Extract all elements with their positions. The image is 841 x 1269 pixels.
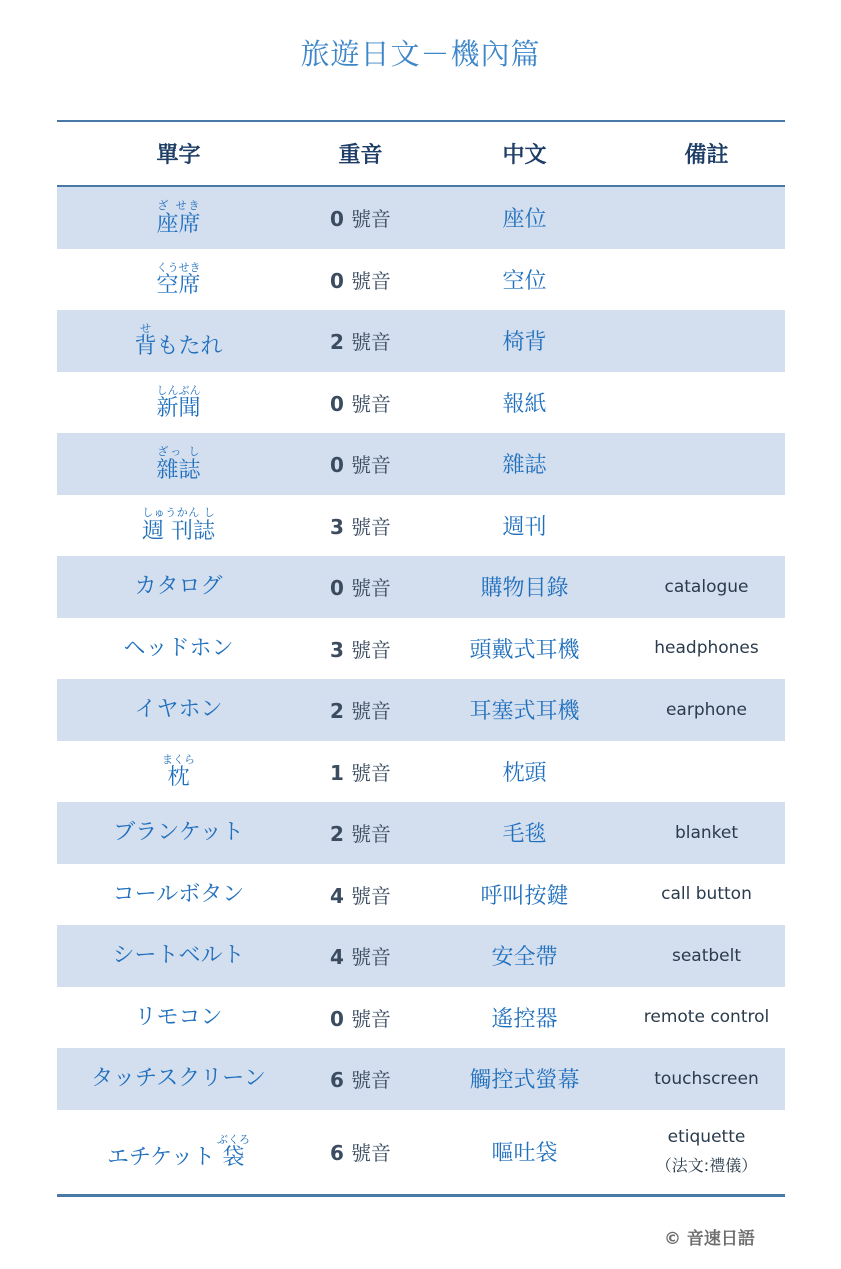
- header-accent: 重音: [338, 143, 383, 168]
- word-cell: 週 刊誌しゅうかん し: [142, 506, 215, 545]
- table-row: [57, 372, 785, 434]
- chinese-cell: 呼叫按鍵: [480, 883, 569, 909]
- chinese-cell: 耳塞式耳機: [469, 699, 580, 725]
- word-cell: 空席くうせき: [156, 260, 201, 298]
- table-row: [57, 249, 785, 311]
- note-cell: remote control: [643, 1007, 770, 1028]
- furigana: せ: [134, 322, 157, 336]
- word-cell: 雜誌ざっ し: [156, 444, 201, 483]
- furigana: くうせき: [156, 260, 201, 274]
- chinese-cell: 頭戴式耳機: [469, 637, 580, 663]
- table-row: [57, 741, 785, 803]
- page-title: 旅遊日文－機內篇: [300, 37, 541, 71]
- table-row: [57, 925, 785, 987]
- accent-cell: 0 號音: [330, 576, 391, 601]
- accent-cell: 0 號音: [330, 207, 391, 232]
- furigana: しゅうかん し: [142, 506, 215, 520]
- word-cell: カタログ: [134, 574, 223, 600]
- table-row: [57, 618, 785, 680]
- chinese-cell: 空位: [502, 268, 547, 294]
- word-cell: タッチスクリーン: [91, 1066, 266, 1092]
- table-row: [57, 433, 785, 495]
- note-cell: touchscreen: [654, 1068, 759, 1089]
- table-row: [57, 987, 785, 1049]
- chinese-cell: 椅背: [502, 330, 547, 356]
- table-header: [57, 122, 785, 187]
- note-cell: seatbelt: [671, 945, 742, 966]
- furigana: しんぶん: [156, 383, 201, 397]
- chinese-cell: 週刊: [502, 514, 547, 540]
- header-word: 單字: [156, 143, 201, 168]
- chinese-cell: 遙控器: [491, 1006, 558, 1032]
- table-row: [57, 310, 785, 372]
- chinese-cell: 枕頭: [502, 760, 547, 786]
- furigana: まくら: [162, 752, 195, 766]
- copyright-footer: © 音速日語: [664, 1229, 755, 1249]
- table-row: [57, 187, 785, 249]
- word-cell: シートベルト: [112, 943, 245, 969]
- table-row: [57, 679, 785, 741]
- vocabulary-table: [57, 120, 785, 1197]
- table-row: [57, 864, 785, 926]
- note-cell: blanket: [674, 822, 739, 843]
- word-cell: 枕まくら: [162, 752, 195, 790]
- accent-cell: 0 號音: [330, 453, 391, 478]
- word-cell: イヤホン: [134, 697, 223, 723]
- accent-cell: 6 號音: [330, 1141, 391, 1165]
- chinese-cell: 安全帶: [491, 945, 558, 971]
- accent-cell: 2 號音: [330, 822, 391, 847]
- accent-cell: 0 號音: [330, 268, 391, 293]
- table-row: [57, 1110, 785, 1194]
- word-cell: 座席ざ せき: [156, 198, 201, 237]
- chinese-cell: 報紙: [502, 391, 547, 417]
- accent-cell: 6 號音: [330, 1068, 391, 1093]
- word-cell: エチケット 袋ぶくろ: [106, 1132, 250, 1170]
- word-cell: ヘッドホン: [123, 635, 234, 661]
- accent-cell: 4 號音: [330, 945, 391, 970]
- accent-cell: 0 號音: [330, 1006, 391, 1031]
- accent-cell: 1 號音: [330, 760, 391, 785]
- chinese-cell: 購物目錄: [480, 576, 569, 602]
- chinese-cell: 觸控式螢幕: [469, 1068, 580, 1094]
- accent-cell: 4 號音: [330, 883, 391, 908]
- table-row: [57, 495, 785, 557]
- word-cell: 背せもたれ: [134, 322, 223, 360]
- furigana: ざ せき: [156, 198, 201, 212]
- accent-cell: 2 號音: [330, 330, 391, 355]
- chinese-cell: 座位: [502, 207, 547, 233]
- accent-cell: 3 號音: [330, 514, 391, 539]
- word-cell: コールボタン: [112, 881, 245, 907]
- word-cell: 新聞しんぶん: [156, 383, 201, 421]
- table-row: [57, 1048, 785, 1110]
- furigana: ぶくろ: [217, 1132, 250, 1146]
- note-cell: call button: [661, 884, 752, 905]
- word-cell: リモコン: [134, 1004, 223, 1030]
- chinese-cell: 毛毯: [502, 822, 547, 848]
- chinese-cell: 嘔吐袋: [491, 1141, 558, 1166]
- note-cell: etiquette （法文:禮儀）: [655, 1126, 758, 1175]
- header-notes: 備註: [684, 143, 729, 168]
- word-cell: ブランケット: [113, 820, 244, 846]
- note-cell: catalogue: [664, 576, 749, 597]
- furigana: ざっ し: [156, 444, 201, 458]
- accent-cell: 3 號音: [330, 637, 391, 662]
- chinese-cell: 雜誌: [502, 453, 547, 479]
- accent-cell: 0 號音: [330, 391, 391, 416]
- note-cell: earphone: [665, 699, 748, 720]
- header-chinese: 中文: [502, 143, 547, 168]
- accent-cell: 2 號音: [330, 699, 391, 724]
- note-cell: headphones: [654, 638, 759, 659]
- table-row: [57, 802, 785, 864]
- table-row: [57, 556, 785, 618]
